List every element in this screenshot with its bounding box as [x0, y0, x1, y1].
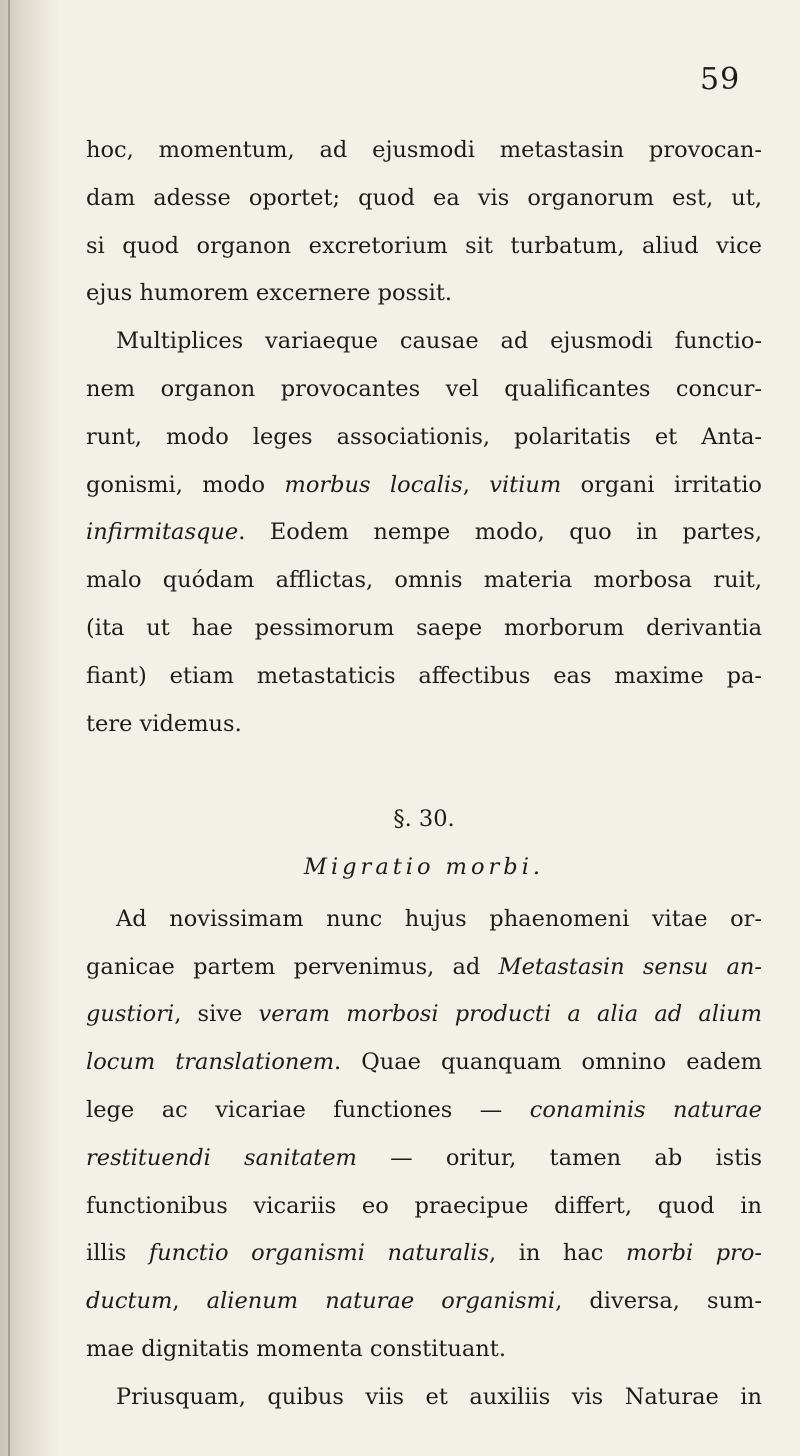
text-line: dam adesse oportet; quod ea vis organorum est, ut,	[86, 184, 762, 211]
page-number: 59	[700, 62, 741, 97]
paragraph-1	[86, 127, 762, 318]
text-run: organi irritatio	[561, 471, 762, 498]
text-line	[86, 1039, 762, 1087]
italic-term: vitium	[489, 471, 562, 498]
text-line: malo quódam afflictas, omnis materia morbosa ruit,	[86, 567, 762, 594]
text-line: tere videmus.	[86, 710, 242, 737]
italic-term: infirmitasque	[86, 519, 239, 546]
text-line: si quod organon excretorium sit turbatum, aliud vice	[86, 232, 762, 259]
paragraph-2	[86, 318, 762, 748]
italic-term: morbi pro-	[625, 1240, 762, 1267]
text-line	[86, 944, 762, 992]
section-title-text: Migratio morbi.	[303, 853, 545, 880]
text-line: Multiplices variaeque causae ad ejusmodi functio-	[116, 328, 762, 355]
text-line	[86, 991, 762, 1039]
text-run: , in hac	[489, 1240, 626, 1267]
text-line: (ita ut hae pessimorum saepe morborum derivantia	[86, 614, 762, 641]
italic-term: conaminis naturae	[529, 1096, 762, 1123]
italic-term: restituendi sanitatem	[86, 1144, 357, 1171]
text-line	[86, 1135, 762, 1183]
text-line: functionibus vicariis eo praecipue differt, quod in	[86, 1192, 762, 1219]
paragraph-3	[86, 896, 762, 1374]
italic-term: veram morbosi producti a alia ad alium	[258, 1001, 762, 1028]
text-line: hoc, momentum, ad ejusmodi metastasin provocan-	[86, 137, 762, 163]
italic-term: functio organismi naturalis	[148, 1240, 490, 1267]
section-title	[86, 844, 762, 892]
italic-term: alienum naturae organismi	[206, 1288, 556, 1315]
text-run: gonismi, modo	[86, 471, 285, 498]
text-run: ganicae partem pervenimus, ad	[86, 953, 499, 980]
text-line: Priusquam, quibus viis et auxiliis vis Naturae in	[116, 1383, 762, 1410]
italic-term: morbus localis	[284, 471, 463, 498]
text-run: lege ac vicariae functiones —	[86, 1096, 530, 1123]
italic-term: locum translationem	[86, 1049, 335, 1076]
text-line	[86, 1087, 762, 1135]
text-run: . Quae quanquam omnino eadem	[334, 1049, 763, 1076]
italic-term: ductum	[86, 1288, 173, 1315]
text-line	[86, 1278, 762, 1326]
text-line	[86, 1230, 762, 1278]
section-number: §. 30.	[393, 806, 455, 833]
text-run: . Eodem nempe modo, quo in partes,	[238, 519, 762, 546]
gutter-line	[8, 0, 10, 1456]
text-run: , diversa, sum-	[555, 1288, 762, 1315]
text-line: mae dignitatis momenta constituant.	[86, 1335, 506, 1362]
text-line: fiant) etiam metastaticis affectibus eas maxime pa-	[86, 662, 762, 689]
text-run: ,	[462, 471, 490, 498]
text-line	[86, 462, 762, 510]
italic-term: Metastasin sensu an-	[498, 953, 762, 980]
text-run: ,	[172, 1288, 207, 1315]
spacer	[86, 748, 762, 796]
text-run: , sive	[174, 1001, 259, 1028]
italic-term: gustiori	[86, 1001, 175, 1028]
text-line: nem organon provocantes vel qualificantes concur-	[86, 375, 762, 402]
text-run: — oritur, tamen ab istis	[356, 1144, 762, 1171]
paragraph-4	[86, 1374, 762, 1422]
text-line	[86, 509, 762, 557]
text-line: ejus humorem excernere possit.	[86, 280, 453, 307]
text-run: illis	[86, 1240, 149, 1267]
text-line: runt, modo leges associationis, polaritatis et Anta-	[86, 423, 762, 450]
page-body	[86, 127, 762, 1422]
text-line: Ad novissimam nunc hujus phaenomeni vitae or-	[116, 905, 762, 932]
